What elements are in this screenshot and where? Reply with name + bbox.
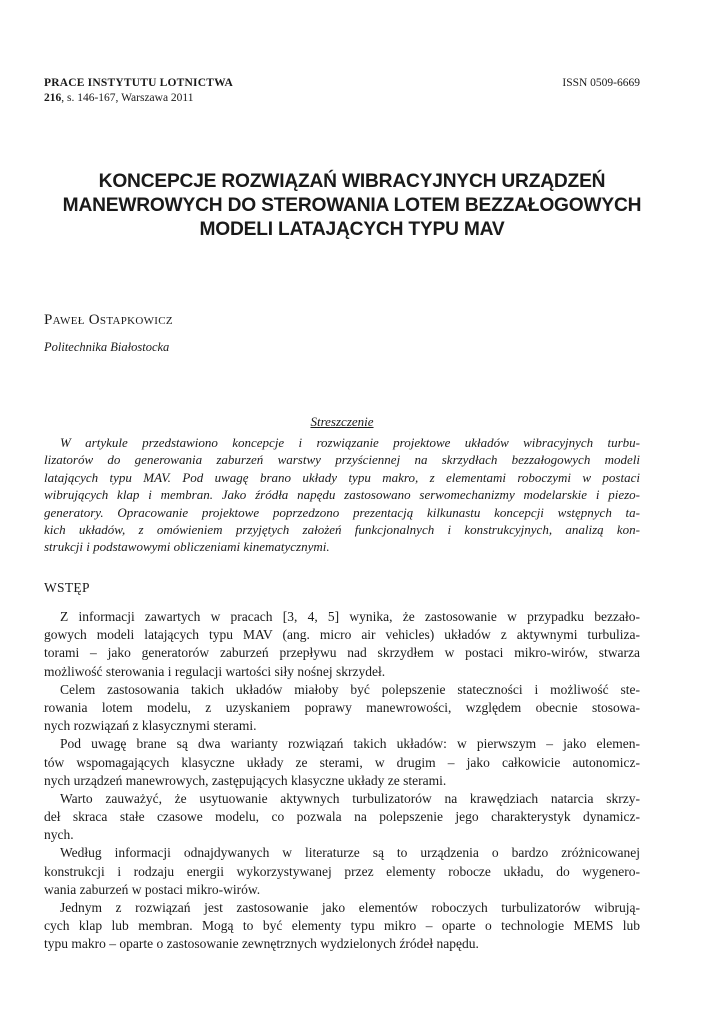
body-line: cych klap lub membran. Mogą to być elementy typu mikro – oparte o technologie MEMS lub — [44, 918, 640, 934]
body-line: nych urządzeń manewrowych, zastępujących klasyczne układy ze sterami. — [44, 772, 447, 788]
issue-info — [44, 91, 640, 106]
title-line: MANEWROWYCH DO STEROWANIA LOTEM BEZZAŁOGOWYCH — [62, 195, 642, 216]
author-affiliation: Politechnika Białostocka — [44, 340, 170, 354]
body-line: Warto zauważyć, że usytuowanie aktywnych turbulizatorów na krawędziach natarcia skrzy- — [60, 790, 640, 806]
body-line: Według informacji odnajdywanych w literaturze są to urządzenia o bardzo zróżnicowanej — [60, 845, 640, 861]
abstract-heading: Streszczenie — [310, 414, 374, 429]
body-line: tów wspomagających klasyczne układy ze sterami, w drugim – jako całkowicie autonomicz- — [44, 754, 640, 770]
abstract-line: wibrujących klap i membran. Jako źródła napędu zastosowano serwomechanizmy modelarskie i piezo- — [44, 487, 640, 503]
body-text — [44, 608, 640, 954]
body-line: możliwość sterowania i regulacji wartości siły nośnej skrzydeł. — [44, 663, 386, 679]
abstract-line: W artykule przedstawiono koncepcje i rozwiązanie projektowe układów wibracyjnych turbu- — [60, 435, 640, 450]
section-heading: WSTĘP — [44, 580, 90, 595]
author-name: Paweł Ostapkowicz — [44, 312, 173, 328]
body-line: nych. — [44, 827, 74, 843]
title-line: KONCEPCJE ROZWIĄZAŃ WIBRACYJNYCH URZĄDZEŃ — [98, 171, 606, 192]
body-line: Pod uwagę brane są dwa warianty rozwiązań takich układów: w pierwszym – jako elemen- — [60, 736, 640, 752]
title-line: MODELI LATAJĄCYCH TYPU MAV — [199, 219, 505, 240]
body-line: nych rozwiązań z klasycznymi sterami. — [44, 718, 257, 734]
body-line: Jednym z rozwiązań jest zastosowanie jako elementów roboczych turbulizatorów wibrują- — [60, 900, 640, 915]
body-line: Celem zastosowania takich układów miałoby być polepszenie stateczności i możliwość ste- — [60, 681, 640, 697]
abstract-line: generatory. Opracowanie projektowe poprzedzono prezentacją kilkunastu koncepcji wstępnych ta- — [44, 504, 640, 520]
article-title — [44, 170, 660, 242]
body-line: konstrukcji i rodzaju energii wykorzystywanej przez elementy robocze układu, do wygenero- — [44, 863, 640, 879]
abstract-line: latających typu MAV. Pod uwagę brano układy typu makro, z elementami roboczymi w postaci — [44, 469, 640, 485]
body-line: deł skraca stałe czasowe modelu, co pozwala na polepszenie jego charakterystyk dynamicz- — [44, 809, 640, 825]
abstract-line: strukcji i podstawowymi obliczeniami kinematycznymi. — [44, 539, 330, 555]
body-line: rowania lotem modelu, z uzyskaniem poprawy manewrowości, względem obecnie stosowa- — [44, 699, 640, 715]
issn: ISSN 0509-6669 — [562, 77, 640, 89]
journal-name: PRACE INSTYTUTU LOTNICTWA — [44, 77, 234, 89]
issue-number: 216 — [44, 92, 62, 104]
body-line: typu makro – oparte o zastosowanie zewnętrznych wydzielonych źródeł napędu. — [44, 936, 479, 952]
abstract — [44, 434, 640, 556]
body-line: torami – jako generatorów zaburzeń przepływu nad skrzydłem w postaci mikro-wirów, stwarza — [44, 645, 640, 661]
journal-header — [44, 76, 640, 106]
body-line: Z informacji zawartych w pracach [3, 4, 5] wynika, że zastosowanie w przypadku bezzało- — [60, 609, 640, 624]
abstract-line: lizatorów do generowania zaburzeń warstwy przyściennej na skrzydłach bezzałogowych modeli — [44, 452, 640, 468]
body-line: gowych modeli latających typu MAV (ang. micro air vehicles) układów z aktywnymi turbuliza- — [44, 627, 640, 643]
issue-pages: , s. 146-167, Warszawa 2011 — [61, 92, 194, 104]
body-line: wania zaburzeń w postaci mikro-wirów. — [44, 881, 261, 897]
abstract-line: kich układów, z omówieniem przyjętych założeń funkcjonalnych i konstrukcyjnych, analizą kon- — [44, 521, 640, 537]
